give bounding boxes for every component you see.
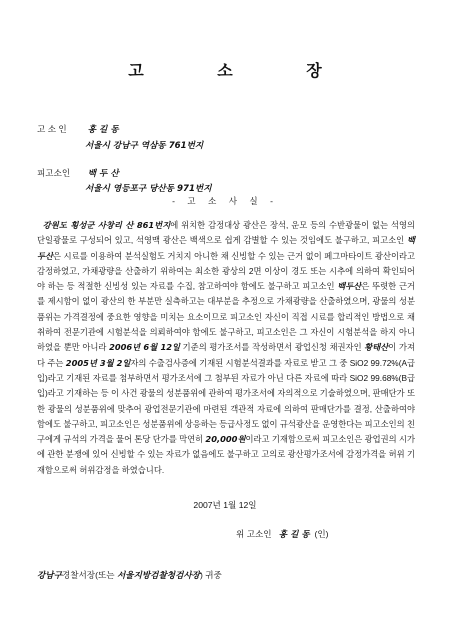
addressee-hand: 강남구 [37,571,62,581]
accused-label: 피고소인 [37,168,71,178]
complainant-address-row [85,139,203,151]
body-text-7: 이라고 기재함으로써 피고소인은 광업권의 시가에 관한 분쟁에 있어 신빙할 수 있는 자료가 없음에도 불구하고 고의로 광산평가조서에 감정가격을 허위 기재함으로써 허위감정을 하였습니다. [37,434,415,475]
body-hand-3: 백두산 [337,281,362,292]
body-hand-2: 백두산 [37,235,415,261]
body-hand-6: 2005년 3월 2일 [65,357,131,368]
signature-prefix: 위 고소인 [236,529,272,539]
complainant-row [37,123,119,135]
accused-address: 서울시 영등포구 당산동 971번지 [85,184,212,194]
facts-heading: - 고 소 사 실 - [172,196,278,206]
complainant-address: 서울시 강남구 역삼동 761번지 [85,141,204,151]
facts-body [37,218,415,478]
complainant-name: 홍 길 동 [87,125,119,135]
document-date: 2007년 1월 12일 [193,500,257,510]
body-hand-4: 2006년 6월 12일 [109,342,181,353]
signature-name: 홍 길 동 [278,530,310,540]
body-text-1: 에 위치한 감정대상 광산은 장석, 운모 등의 수반광물이 없는 석영의 단일광물로 구성되어 있고, 석영맥 광산은 백색으로 쉽게 감별할 수 있는 것임에도 불구하고, 피고소인 [37,220,415,246]
body-text-2: 은 시료를 이용하여 분석실험도 거치지 아니한 채 신빙할 수 있는 근거 없이 페그마타이트 광산이라고 감정하였고, 가채광량을 산출하기 위하여는 최소한 광상의 2면 이상이 경도 또는 시추에 의하여 확인되어야 하는 등 적절한 신빙성 있는 자료를 수집, 참고하여야 함에도 불구하고 피고소인 [37,250,415,292]
body-text-4: 기준의 평가조서를 작성하면서 광업신청 채권자인 [180,342,365,353]
complainant-label: 고 소 인 [37,124,67,134]
addressee-text: 경찰서장(또는 [61,570,117,580]
body-text-5: 이 가져다 주는 [37,342,415,368]
addressee-hand-2: 서울지방검찰청검사장 [116,571,200,581]
body-text-6: 자의 수출검사증에 기재된 시험분석결과를 자료로 받고 그 중 SiO2 99.72%(A급입)라고 기재된 자료를 첨부하면서 평가조서에 그 첨부된 자료가 아닌 다른 자료에 따라 SiO2 99.68%(B급입)라고 기재하는 등 이 사건 광물의 성분품위에 관하여 평가조서에 자의적으로 기술하였으며, 판매단가 또한 광물의 성분품위에 맞추어 광업전문기관에 마련된 객관적 자료에 의하여 판매단가를 결정, 산출하여야 함에도 불구하고, 피고소인은 성분품위에 상응하는 등급사정도 없이 규석광산을 운영한다는 피고소인의 친구에게 규석의 가격을 물어 톤당 단가를 막연히 [37,357,416,445]
body-hand-7: 20,000원 [205,434,246,445]
accused-row [37,167,119,179]
body-text-3: 은 뚜렷한 근거를 제시함이 없이 광산의 한 부분만 실측하고는 대부분을 추정으로 가채광량을 산출하였으며, 광물의 성분품위는 가격결정에 중요한 영향을 미치는 요소이므로 피고소인 자신이 직접 시료를 합리적인 방법으로 채취하여 전문기관에 시험분석을 의뢰하여야 함에도 불구하고, 피고소인은 그 자신이 시험분석을 하지 아니하였을 뿐만 아니라 [37,281,415,353]
document-title: 고 소 장 [128,61,356,80]
signature-line [236,528,328,540]
body-hand-1: 강원도 횡성군 사창리 산 861번지 [42,220,171,230]
accused-address-row [85,182,212,194]
accused-name: 백 두 산 [87,169,119,179]
addressee-line [37,569,222,581]
signature-seal: (인) [314,529,329,539]
addressee-suffix: ) 귀중 [200,570,222,580]
body-hand-5: 황태산 [364,342,389,353]
